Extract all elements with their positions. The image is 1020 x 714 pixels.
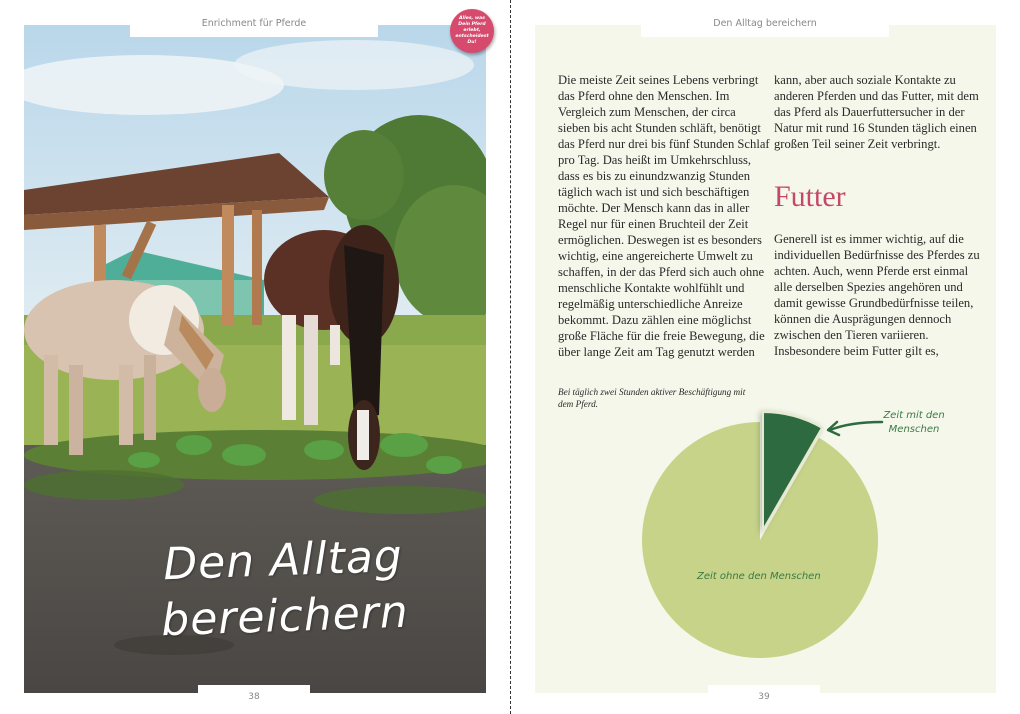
- body-column-2-continued: Generell ist es immer wichtig, auf die individuellen Bedürfnisse des Pferdes zu achten. Auch, wenn Pferde erst einmal alle derselben Spezies angehören und damit gewisse Grundbedürfnisse teilen, können die Ausprägungen dennoch zwischen den Tieren variieren. Insbesondere beim Futter gilt es,: [774, 232, 980, 358]
- section-heading: Futter: [774, 180, 846, 213]
- page-number: 39: [708, 685, 820, 714]
- photo-title-line1: Den Alltag: [162, 530, 404, 591]
- pie-chart: [630, 400, 990, 670]
- page-divider: [510, 0, 511, 714]
- body-column-1: Die meiste Zeit seines Lebens verbringt das Pferd ohne den Menschen. Im Vergleich zum Menschen, der circa sieben bis acht Stunden schläft, benötigt das Pferd nur drei bis fünf Stunden Schlaf pro Tag. Das heißt im Umkehrschluss, dass es bis zu einundzwanzig Stunden täglich wach ist und sich beschäftigen möchte. Der Mensch kann das in aller Regel nur für einen Bruchteil der Zeit ermöglichen. Deswegen ist es besonders wichtig, eine angereicherte Umwelt zu schaffen, in der das Pferd sich auch ohne menschliche Kontakte wohlfühlt und regelmäßig unterschiedliche Anreize bekommt. Dazu zählen eine möglichst große Fläche für die freie Bewegung, die über lange Zeit am Tag genutzt werden: [558, 73, 770, 359]
- photo-title: [152, 528, 416, 649]
- quote-badge: [450, 9, 494, 53]
- running-head: Enrichment für Pferde: [130, 10, 378, 37]
- running-head: Den Alltag bereichern: [641, 10, 889, 37]
- badge-text: Alles, was Dein Pferd erlebt, entscheidest Du!: [455, 16, 489, 45]
- label-time-with-human: Zeit mit den Menschen: [883, 410, 945, 435]
- chart-caption: Bei täglich zwei Stunden aktiver Beschäftigung mit dem Pferd.: [558, 387, 746, 409]
- horse-photo: [24, 25, 486, 693]
- pie-slice-without-human: [642, 422, 878, 658]
- right-page: [512, 0, 1020, 714]
- label-time-without-human: Zeit ohne den Menschen: [697, 571, 821, 582]
- body-column-2: kann, aber auch soziale Kontakte zu anderen Pferden und das Futter, mit dem das Pferd als Dauerfuttersucher in der Natur mit rund 16 Stunden täglich einen großen Teil seiner Zeit verbringt.: [774, 73, 979, 151]
- page-number: 38: [198, 685, 310, 714]
- photo-title-line2: bereichern: [160, 586, 410, 647]
